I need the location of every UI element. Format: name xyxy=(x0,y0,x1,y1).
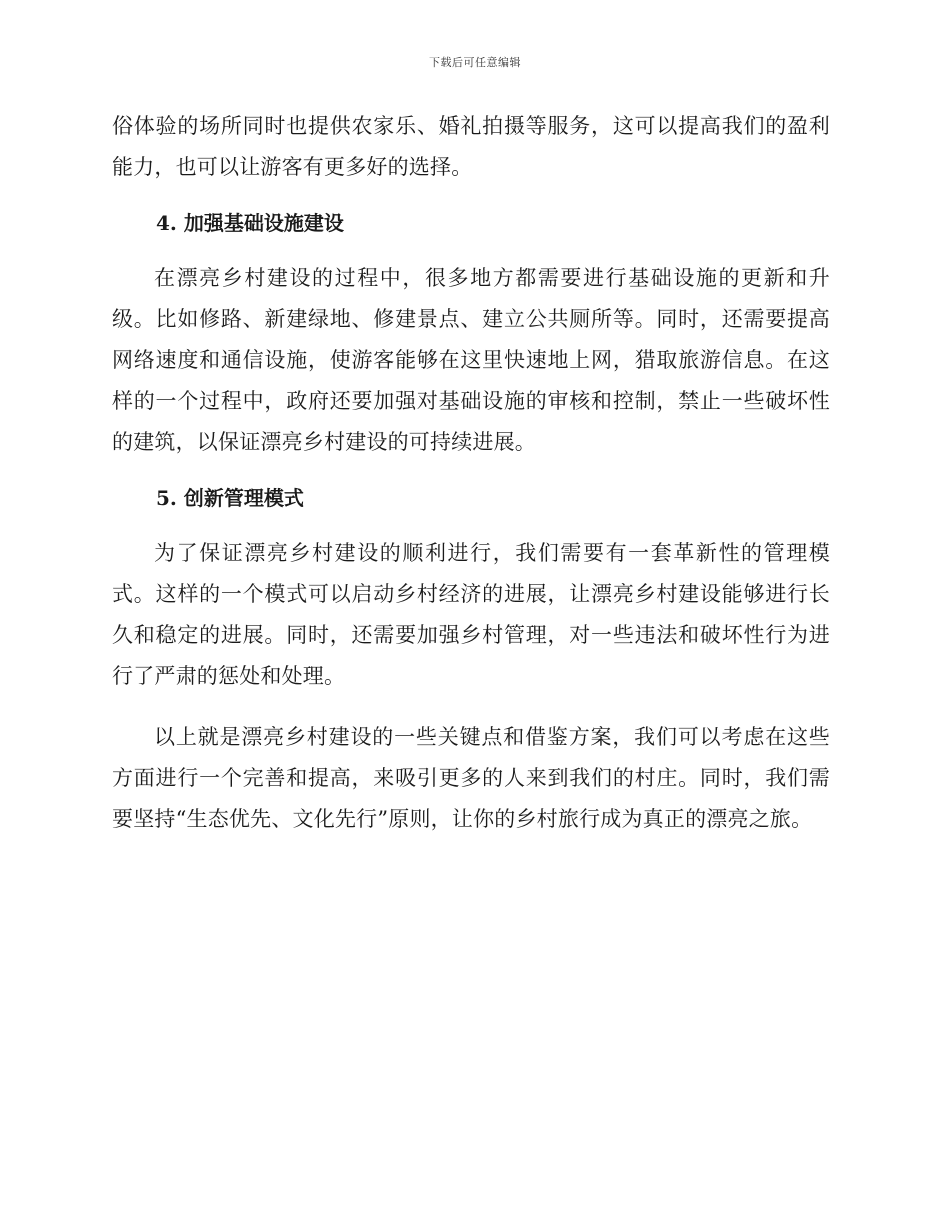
section-heading-5: 5. 创新管理模式 xyxy=(156,486,304,510)
paragraph-infrastructure: 在漂亮乡村建设的过程中，很多地方都需要进行基础设施的更新和升级。比如修路、新建绿地、修建景点、建立公共厕所等。同时，还需要提高网络速度和通信设施，使游客能够在这里快速地上网，猎取旅游信息。在这样的一个过程中，政府还要加强对基础设施的审核和控制，禁止一些破坏性的建筑，以保证漂亮乡村建设的可持续进展。 xyxy=(112,266,830,454)
paragraph-intro-continuation: 俗体验的场所同时也提供农家乐、婚礼拍摄等服务，这可以提高我们的盈利能力，也可以让游客有更多好的选择。 xyxy=(112,114,830,179)
section-heading-4: 4. 加强基础设施建设 xyxy=(156,211,344,235)
paragraph-management: 为了保证漂亮乡村建设的顺利进行，我们需要有一套革新性的管理模式。这样的一个模式可以启动乡村经济的进展，让漂亮乡村建设能够进行长久和稳定的进展。同时，还需要加强乡村管理，对一些违法和破坏性行为进行了严肃的惩处和处理。 xyxy=(112,541,830,688)
document-body xyxy=(112,106,830,860)
paragraph-conclusion: 以上就是漂亮乡村建设的一些关键点和借鉴方案，我们可以考虑在这些方面进行一个完善和提高，来吸引更多的人来到我们的村庄。同时，我们需要坚持“生态优先、文化先行”原则，让你的乡村旅行成为真正的漂亮之旅。 xyxy=(112,725,830,831)
page-header-note: 下载后可任意编辑 xyxy=(429,56,521,69)
